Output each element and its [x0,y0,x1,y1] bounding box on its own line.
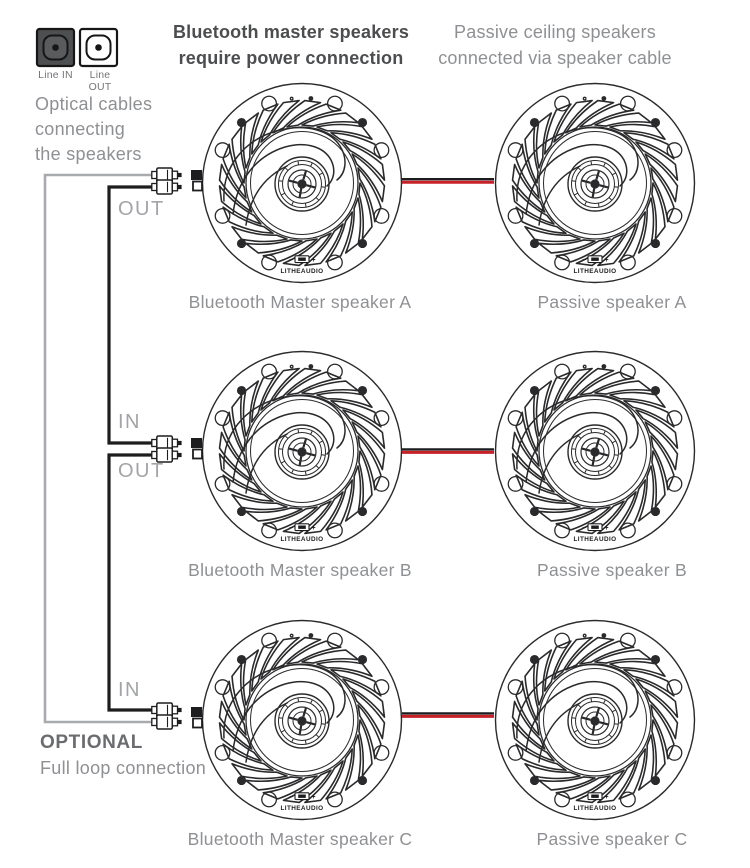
master-header-line1: Bluetooth master speakers [172,22,410,42]
cable-label-b-out: OUT [118,460,165,482]
optical-cable-loop-c-to-a [45,175,154,722]
toslink-plug-a-out [152,180,182,194]
master-speaker-c-figure [203,621,402,820]
optical-note [35,92,152,167]
master-column-header [156,19,426,71]
speaker-c-ports [191,707,202,728]
master-speaker-c-label: Bluetooth Master speaker C [187,829,413,849]
passive-speaker-a-figure [496,84,695,283]
toslink-plug-c-out [152,715,182,729]
line-in-label: Line IN [38,69,73,81]
passive-header-line1: Passive ceiling speakers [454,22,656,42]
cable-label-c-in: IN [118,679,141,701]
passive-speaker-c-figure [496,621,695,820]
optional-title: OPTIONAL [40,732,143,753]
line-in-icon [37,29,74,66]
optical-note-line3: the speakers [35,144,142,164]
line-out-icon [80,29,117,66]
speaker-cable-b [402,449,494,452]
optical-cable-a-to-b [109,187,154,443]
master-speaker-a-label: Bluetooth Master speaker A [188,292,412,312]
passive-speaker-c-label: Passive speaker C [536,829,688,849]
passive-speaker-b-figure [496,352,695,551]
master-speaker-b-label: Bluetooth Master speaker B [188,560,412,580]
passive-speaker-a-label: Passive speaker A [537,292,687,312]
cable-label-a-out: OUT [118,198,165,220]
optical-cable-b-to-c [109,455,154,710]
line-out-label: Line OUT [88,69,112,93]
speaker-cable-c [402,713,494,716]
optical-note-line2: connecting [35,119,126,139]
passive-speaker-b-label: Passive speaker B [536,560,688,580]
cable-label-b-in: IN [118,411,141,433]
passive-header-line2: connected via speaker cable [438,48,672,68]
master-header-line2: require power connection [178,48,404,68]
speaker-a-ports [191,170,202,191]
passive-column-header [420,19,690,71]
optical-note-line1: Optical cables [35,94,153,114]
master-speaker-b-figure [203,352,402,551]
speaker-b-ports [191,438,202,459]
optional-subtitle: Full loop connection [40,758,207,778]
master-speaker-a-figure [203,84,402,283]
speaker-cable-a [402,179,494,182]
